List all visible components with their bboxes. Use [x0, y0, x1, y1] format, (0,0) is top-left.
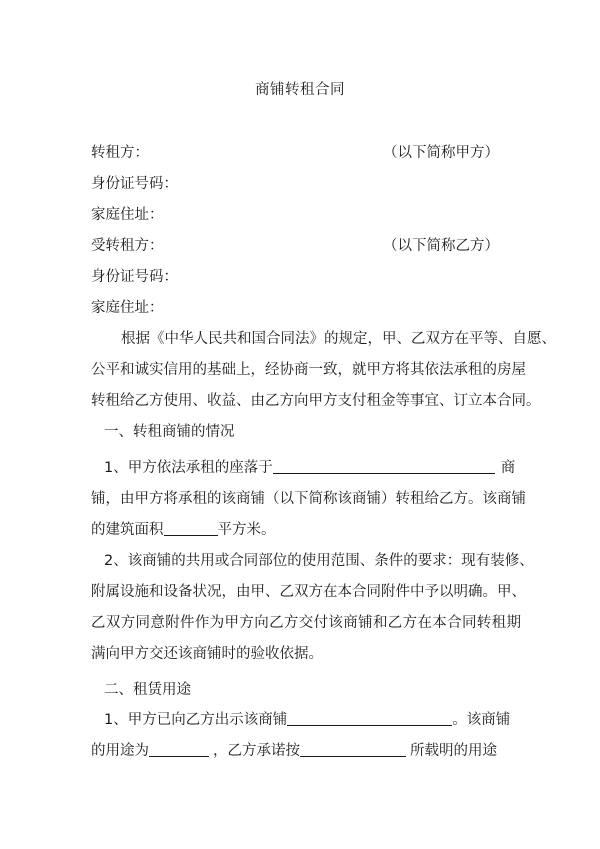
clause-2-1-suffix: 。该商铺	[452, 712, 511, 728]
area-blank[interactable]	[164, 518, 218, 536]
clause-2-1-usage-suffix: 所载明的用途	[410, 743, 497, 759]
certificate-blank[interactable]	[287, 708, 452, 726]
clause-1-1-area-suffix: 平方米。	[217, 522, 276, 538]
section-1-clause-2-line-3: 乙双方同意附件作为甲方向乙方交付该商铺和乙方在本合同转租期	[91, 615, 521, 631]
section-1-clause-1-line-2: 铺，由甲方将承租的该商铺（以下简称该商铺）转租给乙方。该商铺	[91, 491, 526, 507]
clause-1-1-prefix: 1、甲方依法承租的座落于	[104, 460, 273, 476]
sublessor-address-label: 家庭住址：	[91, 207, 164, 223]
sublessee-label: 受转租方：	[91, 238, 164, 254]
section-2-clause-1-line-2	[91, 739, 521, 763]
section-1-clause-1-line-1	[104, 456, 521, 480]
clause-2-1-prefix: 1、甲方已向乙方出示该商铺	[104, 712, 288, 728]
sublessee-address-label: 家庭住址：	[91, 300, 164, 316]
clause-1-1-area-prefix: 的建筑面积	[91, 522, 164, 538]
preamble-line-3: 转租给乙方使用、收益、由乙方向甲方支付租金等事宜、订立本合同。	[91, 393, 541, 409]
section-1-heading: 一、转租商铺的情况	[104, 424, 235, 440]
preamble-line-2: 公平和诚实信用的基础上，经协商一致，就甲方将其依法承租的房屋	[91, 362, 526, 378]
section-1-clause-1-line-3	[91, 518, 521, 542]
section-2-clause-1-line-1	[104, 708, 521, 732]
document-blank[interactable]	[300, 739, 406, 757]
preamble-line-1: 根据《中华人民共和国合同法》的规定，甲、乙双方在平等、自愿、	[121, 331, 556, 347]
location-blank[interactable]	[273, 456, 495, 474]
usage-blank[interactable]	[149, 739, 209, 757]
sublessor-label: 转租方：	[91, 145, 149, 161]
section-1-clause-2-line-4: 满向甲方交还该商铺时的验收依据。	[91, 646, 323, 662]
section-1-clause-2-line-2: 附属设施和设备状况，由甲、乙双方在本合同附件中予以明确。甲、	[91, 584, 526, 600]
clause-1-1-suffix: 商	[500, 460, 516, 476]
sublessee-note: （以下简称乙方）	[383, 238, 499, 254]
clause-2-1-usage-prefix: 的用途为	[91, 743, 149, 759]
sublessor-id-label: 身份证号码：	[91, 176, 178, 192]
sublessor-note: （以下简称甲方）	[383, 145, 499, 161]
section-2-heading: 二、租赁用途	[104, 682, 191, 698]
sublessee-id-label: 身份证号码：	[91, 269, 178, 285]
document-title: 商铺转租合同	[255, 82, 345, 98]
clause-2-1-promise: ，乙方承诺按	[213, 743, 300, 759]
section-1-clause-2-line-1: 2、该商铺的共用或合同部位的使用范围、条件的要求：现有装修、	[104, 553, 534, 569]
